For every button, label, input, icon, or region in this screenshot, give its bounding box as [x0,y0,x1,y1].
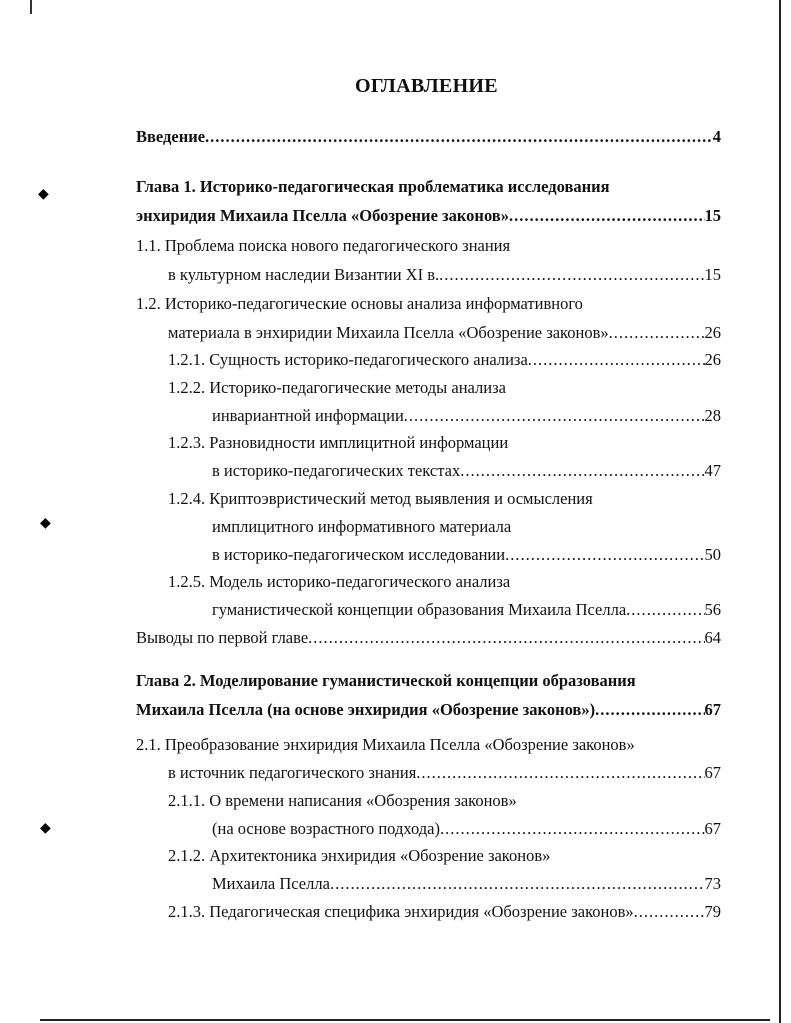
toc-entry-line: в историко-педагогических текстах [212,461,461,480]
toc-page-number: 28 [704,406,721,425]
toc-entry-line: 2.1.2. Архитектоника энхиридия «Обозрение законов» [168,846,551,865]
toc-entry-1-2-1[interactable] [168,350,721,370]
toc-entry-text: 2.1.3. Педагогическая специфика энхиридия «Обозрение законов» [168,902,634,921]
toc-entry-line: Глава 2. Моделирование гуманистической концепции образования [136,671,636,690]
toc-page-number: 50 [704,545,721,564]
toc-entry-2-1-3[interactable] [168,902,721,922]
toc-entry-1-2-3[interactable] [168,433,721,481]
leader-dots [609,323,705,343]
toc-entry-1-2-2[interactable] [168,378,721,426]
toc-entry-line: 1.2. Историко-педагогические основы анализа информативного [136,294,583,313]
toc-entry-line: 1.2.3. Разновидности имплицитной информации [168,433,509,452]
toc-entry-line: 1.1. Проблема поиска нового педагогического знания [136,236,511,255]
toc-entry-line: в источник педагогического знания [168,763,417,782]
toc-entry-2-1-2[interactable] [168,846,721,894]
toc-entry-line: в историко-педагогическом исследовании [212,545,506,564]
toc-entry-line: (на основе возрастного подхода) [212,819,440,838]
leader-dots [205,127,713,147]
toc-entry-1-2-5[interactable] [168,572,721,620]
leader-dots [460,461,704,481]
toc-entry-text: Введение [136,127,206,146]
leader-dots [404,406,705,426]
toc-page-number: 56 [704,600,721,619]
toc-entry-1-2[interactable] [136,294,721,343]
scan-mark: ◆ [40,516,51,531]
toc-page-number: 67 [704,763,721,782]
toc-entry-line: Глава 1. Историко-педагогическая проблематика исследования [136,177,610,196]
toc-page-number: 67 [704,700,721,719]
toc-entry-line: 1.2.5. Модель историко-педагогического анализа [168,572,511,591]
toc-entry-1-2-4[interactable] [168,489,721,565]
toc-page-number: 73 [704,874,721,893]
toc-entry-line: 1.2.2. Историко-педагогические методы анализа [168,378,506,397]
toc-entry-line: в культурном наследии Византии XI в. [168,265,440,284]
toc-entry-line: имплицитного информативного материала [212,517,512,536]
scan-mark: ◆ [40,821,51,836]
toc-page-number: 64 [704,628,721,647]
toc-entry-line: гуманистической концепции образования Михаила Пселла [212,600,627,619]
leader-dots [595,700,704,720]
toc-entry-introduction[interactable] [136,127,721,147]
toc-page-number: 47 [704,461,721,480]
toc-entry-1-1[interactable] [136,236,721,285]
toc-page-number: 4 [712,127,721,146]
scan-edge-top [30,0,32,14]
toc-page-number: 26 [704,350,721,369]
leader-dots [330,874,705,894]
toc-entry-line: Михаила Пселла [212,874,330,893]
scan-mark: ◆ [38,187,49,202]
scan-edge-bottom [40,1019,770,1021]
toc-entry-chapter-2[interactable] [136,671,721,720]
toc-entry-2-1-1[interactable] [168,791,721,839]
toc-entry-text: 1.2.1. Сущность историко-педагогического анализа [168,350,528,369]
leader-dots [308,628,704,648]
leader-dots [439,265,704,285]
scan-edge-right [779,0,781,1023]
toc-page-number: 67 [704,819,721,838]
toc-entry-line: Михаила Пселла (на основе энхиридия «Обозрение законов») [136,700,596,719]
toc-entry-text: Выводы по первой главе [136,628,309,647]
leader-dots [626,600,704,620]
toc-entry-line: 2.1.1. О времени написания «Обозрения законов» [168,791,517,810]
toc-entry-line: инвариантной информации [212,406,404,425]
toc-entry-line: 2.1. Преобразование энхиридия Михаила Пселла «Обозрение законов» [136,735,635,754]
toc-entry-line: материала в энхиридии Михаила Пселла «Обозрение законов» [168,323,609,342]
toc-entry-2-1[interactable] [136,735,721,783]
leader-dots [528,350,705,370]
leader-dots [505,545,704,565]
toc-entry-line: 1.2.4. Криптоэвристический метод выявления и осмысления [168,489,593,508]
toc-page-number: 26 [704,323,721,342]
toc-page-number: 15 [704,265,721,284]
toc-page-number: 79 [704,902,721,921]
leader-dots [509,206,705,226]
toc-entry-conclusions-1[interactable] [136,628,721,648]
toc-entry-line: энхиридия Михаила Пселла «Обозрение законов» [136,206,509,225]
leader-dots [634,902,705,922]
leader-dots [440,819,705,839]
toc-page-number: 15 [704,206,721,225]
leader-dots [416,763,704,783]
page-title: ОГЛАВЛЕНИЕ [355,75,498,97]
toc-entry-chapter-1[interactable] [136,177,721,226]
